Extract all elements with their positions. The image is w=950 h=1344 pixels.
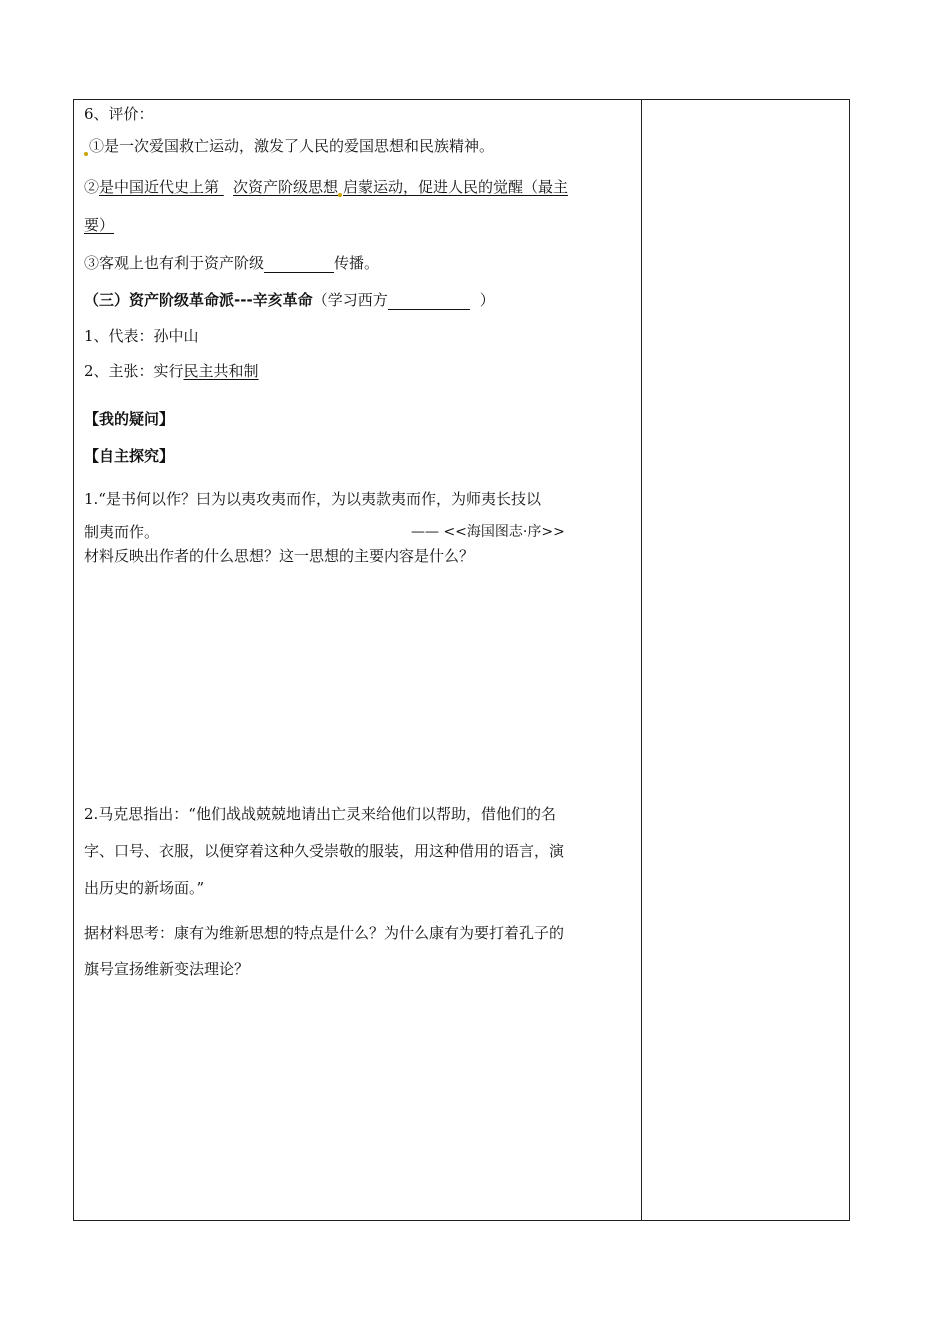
- content-cell: [74, 100, 641, 1220]
- notes-cell[interactable]: [642, 100, 849, 1220]
- q2-line1: 2.马克思指出：“他们战战兢兢地请出亡灵来给他们以帮助，借他们的名: [84, 805, 556, 823]
- q2-line2: 字、口号、衣服，以便穿着这种久受崇敬的服装，用这种借用的语言，演: [84, 842, 565, 860]
- sec6-item1: ①是一次爱国救亡运动，激发了人民的爱国思想和民族精神。: [84, 136, 494, 156]
- q2-line4: 据材料思考：康有为维新思想的特点是什么？为什么康有为要打着孔子的: [84, 924, 565, 942]
- q1-line3: 材料反映出作者的什么思想？这一思想的主要内容是什么？: [84, 547, 475, 565]
- sec3-item2: 2、主张：实行民主共和制: [84, 362, 259, 380]
- self-explore-heading: 【自主探究】: [84, 447, 175, 465]
- q1-line2: 制夷而作。: [84, 523, 160, 541]
- q1-line1: 1.“是书何以作？曰为以夷攻夷而作，为以夷款夷而作，为师夷长技以: [84, 490, 541, 508]
- sec6-title: 6、评价：: [84, 105, 154, 123]
- sec3-title: （三）资产阶级革命派---辛亥革命（学习西方 ）: [84, 291, 495, 309]
- sec6-item2-cont: 要）: [84, 216, 115, 234]
- q1-source: —— <<海国图志·序>>: [411, 524, 565, 540]
- worksheet-table: [73, 99, 850, 1221]
- mark-dot-icon: [338, 193, 342, 197]
- mark-dot-icon: [84, 152, 88, 156]
- sec6-item2: ②是中国近代史上第 次资产阶级思想 启蒙运动，促进人民的觉醒（最主: [84, 178, 569, 196]
- fill-blank[interactable]: [388, 293, 470, 310]
- fill-blank[interactable]: [264, 256, 334, 273]
- sec3-item1: 1、代表：孙中山: [84, 327, 199, 345]
- my-doubts-heading: 【我的疑问】: [84, 410, 175, 428]
- q2-line5: 旗号宣扬维新变法理论？: [84, 960, 250, 978]
- sec6-item3: ③客观上也有利于资产阶级 传播。: [84, 254, 380, 272]
- q2-line3: 出历史的新场面。”: [84, 879, 205, 897]
